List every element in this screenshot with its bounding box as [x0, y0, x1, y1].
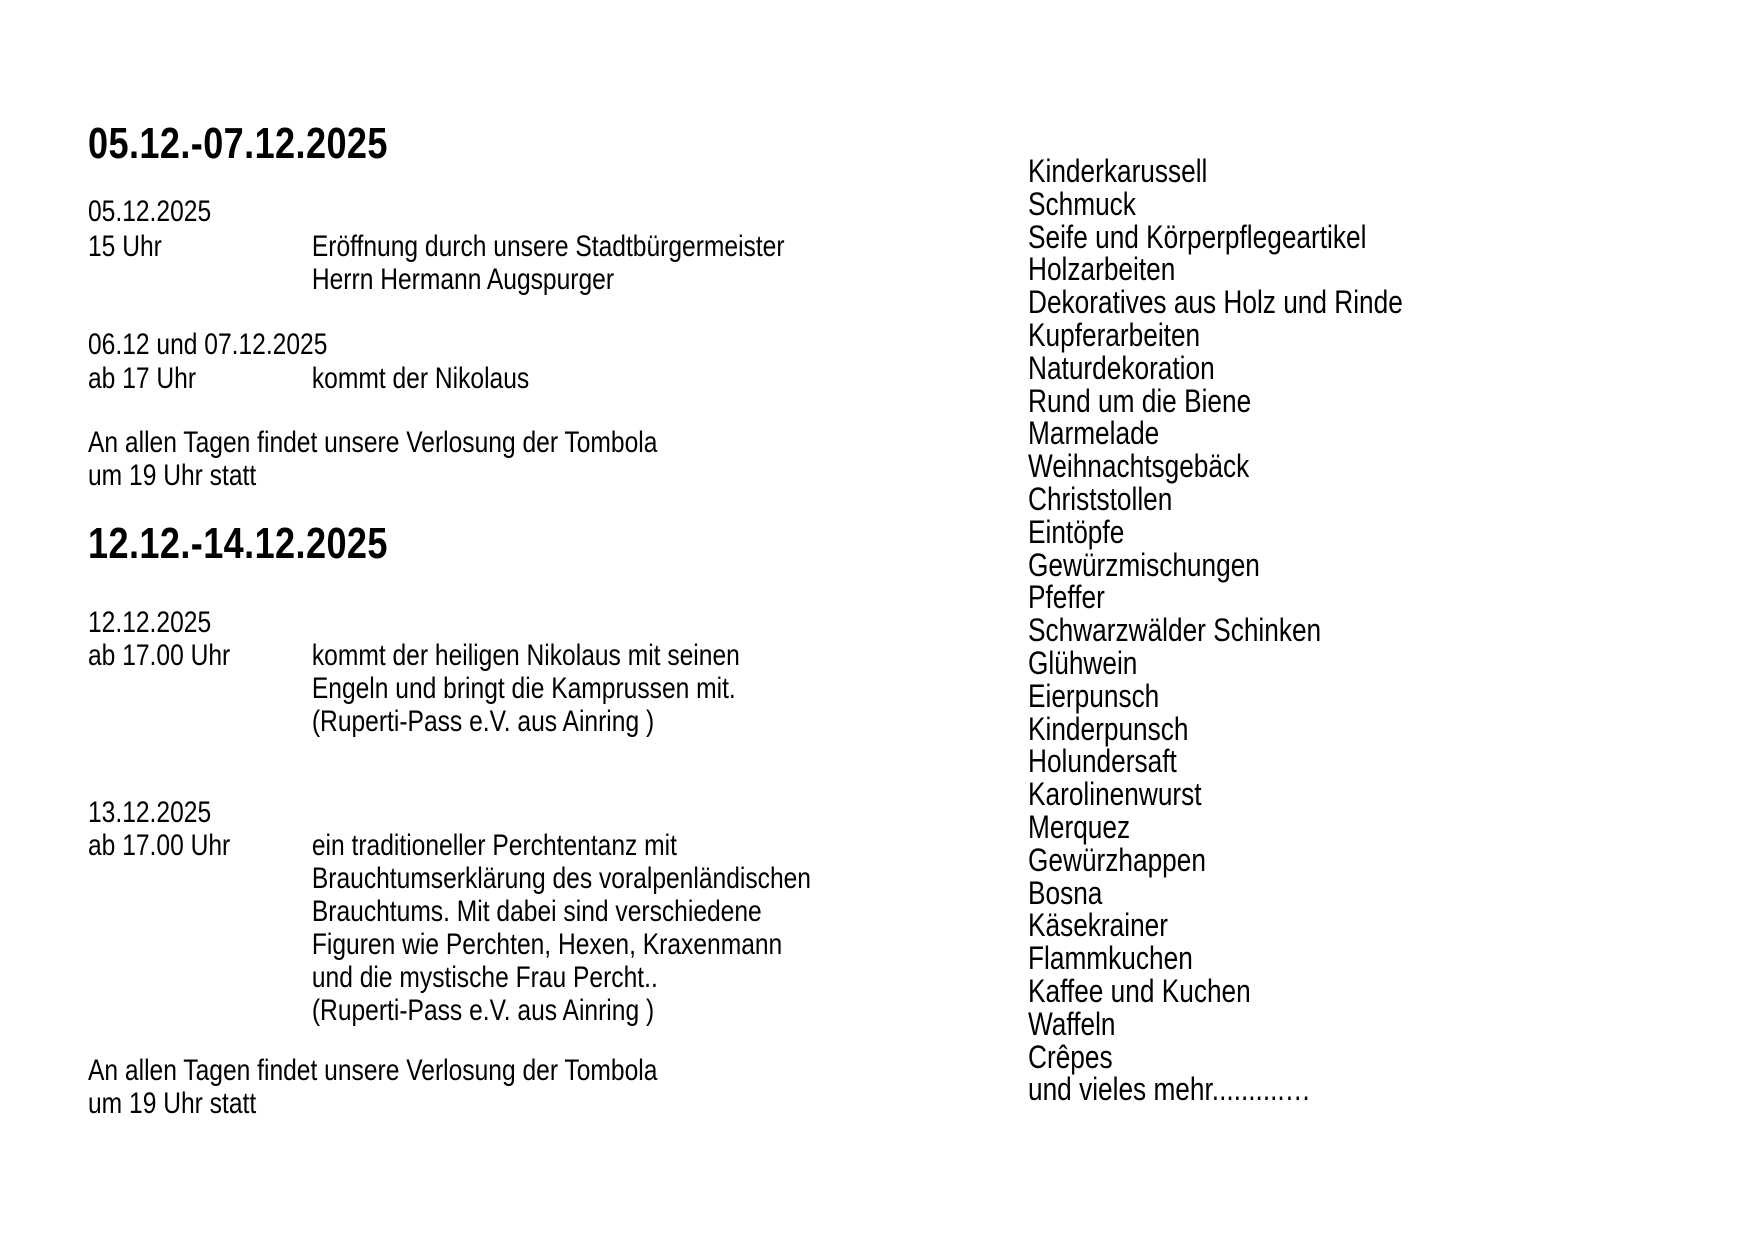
event-row-inner: [88, 230, 785, 296]
event-description: [312, 362, 529, 395]
schedule-section: [88, 796, 211, 829]
tombola-note-line: um 19 Uhr statt: [88, 459, 257, 492]
event-time-label: ab 17.00 Uhr: [88, 639, 231, 672]
event-description-line: Brauchtumserklärung des voralpenländischen: [311, 862, 811, 895]
event-description-line: (Ruperti-Pass e.V. aus Ainring ): [311, 705, 655, 738]
product-list-item: Dekoratives aus Holz und Rinde: [1028, 284, 1403, 321]
product-list-item: Rund um die Biene: [1028, 382, 1252, 419]
event-description-line: Engeln und bringt die Kamprussen mit.: [311, 672, 736, 705]
product-list-item: Flammkuchen: [1028, 940, 1193, 977]
product-list-item: Pfeffer: [1028, 579, 1105, 616]
schedule-section: [88, 606, 211, 639]
schedule-section: [88, 520, 388, 568]
product-list-item: Schwarzwälder Schinken: [1028, 612, 1322, 649]
event-row: [88, 362, 529, 395]
event-row-inner: [88, 639, 740, 738]
product-list-item: Glühwein: [1028, 644, 1138, 681]
product-list-item: Schmuck: [1028, 185, 1136, 222]
event-row: [88, 829, 811, 1027]
products-column: [1028, 0, 1528, 1240]
product-list-item: Kaffee und Kuchen: [1028, 972, 1251, 1009]
event-description: [312, 829, 811, 1027]
product-list-item: Gewürzhappen: [1028, 841, 1206, 878]
event-date-line: 13.12.2025: [88, 796, 212, 829]
product-list: [1028, 155, 1403, 1106]
event-time-label: 15 Uhr: [88, 230, 162, 263]
schedule-section: [88, 328, 327, 361]
event-date-line: 12.12.2025: [88, 606, 212, 639]
product-list-item: Bosna: [1028, 874, 1103, 911]
date-range-heading: 05.12.-07.12.2025: [88, 119, 388, 168]
schedule-section: [88, 195, 211, 228]
product-list-item: Naturdekoration: [1028, 349, 1215, 386]
event-description-line: ein traditioneller Perchtentanz mit: [311, 829, 677, 862]
event-description-line: und die mystische Frau Percht..: [311, 961, 658, 994]
product-list-item: Karolinenwurst: [1028, 776, 1202, 813]
event-description-line: kommt der Nikolaus: [311, 362, 530, 395]
tombola-note-line: An allen Tagen findet unsere Verlosung der Tombola: [88, 1054, 658, 1087]
product-list-item: und vieles mehr..........…: [1028, 1071, 1311, 1108]
product-list-item: Gewürzmischungen: [1028, 546, 1260, 583]
tombola-note: [88, 1054, 657, 1120]
tombola-note-line: um 19 Uhr statt: [88, 1087, 257, 1120]
date-range-heading: 12.12.-14.12.2025: [88, 519, 388, 568]
event-row: [88, 230, 785, 296]
product-list-item: Christstollen: [1028, 480, 1173, 517]
products-content: [1028, 0, 1754, 1240]
event-row-inner: [88, 362, 529, 395]
product-list-item: Eierpunsch: [1028, 677, 1160, 714]
event-row-inner: [88, 829, 811, 1027]
event-date-line: 05.12.2025: [88, 195, 212, 228]
event-description-line: kommt der heiligen Nikolaus mit seinen: [311, 639, 740, 672]
product-list-item: Holzarbeiten: [1028, 251, 1176, 288]
event-date-line: 06.12 und 07.12.2025: [88, 328, 328, 361]
product-list-item: Kupferarbeiten: [1028, 316, 1201, 353]
product-list-item: Weihnachtsgebäck: [1028, 448, 1250, 485]
event-description: [312, 230, 785, 296]
product-list-item: Holundersaft: [1028, 743, 1177, 780]
schedule-section: [88, 120, 388, 168]
product-list-item: Kinderpunsch: [1028, 710, 1189, 747]
product-list-item: Käsekrainer: [1028, 907, 1169, 944]
product-list-item: Crêpes: [1028, 1038, 1113, 1075]
event-time-label: ab 17 Uhr: [88, 362, 197, 395]
event-description-line: Brauchtums. Mit dabei sind verschiedene: [311, 895, 762, 928]
schedule-content: [88, 0, 908, 1240]
tombola-note: [88, 426, 657, 492]
product-list-item: Kinderkarussell: [1028, 153, 1208, 189]
event-row: [88, 639, 740, 738]
schedule-column: [88, 0, 811, 1240]
product-list-item: Marmelade: [1028, 415, 1160, 452]
event-description-line: (Ruperti-Pass e.V. aus Ainring ): [311, 994, 655, 1027]
event-time-label: ab 17.00 Uhr: [88, 829, 231, 862]
event-description-line: Eröffnung durch unsere Stadtbürgermeister: [311, 230, 785, 263]
event-description: [312, 639, 740, 738]
product-list-item: Seife und Körperpflegeartikel: [1028, 218, 1367, 255]
tombola-note-line: An allen Tagen findet unsere Verlosung der Tombola: [88, 426, 658, 459]
event-description-line: Figuren wie Perchten, Hexen, Kraxenmann: [311, 928, 783, 961]
product-list-item: Eintöpfe: [1028, 513, 1125, 550]
product-list-item: Merquez: [1028, 808, 1131, 845]
product-list-item: Waffeln: [1028, 1005, 1116, 1042]
event-description-line: Herrn Hermann Augspurger: [311, 263, 615, 296]
